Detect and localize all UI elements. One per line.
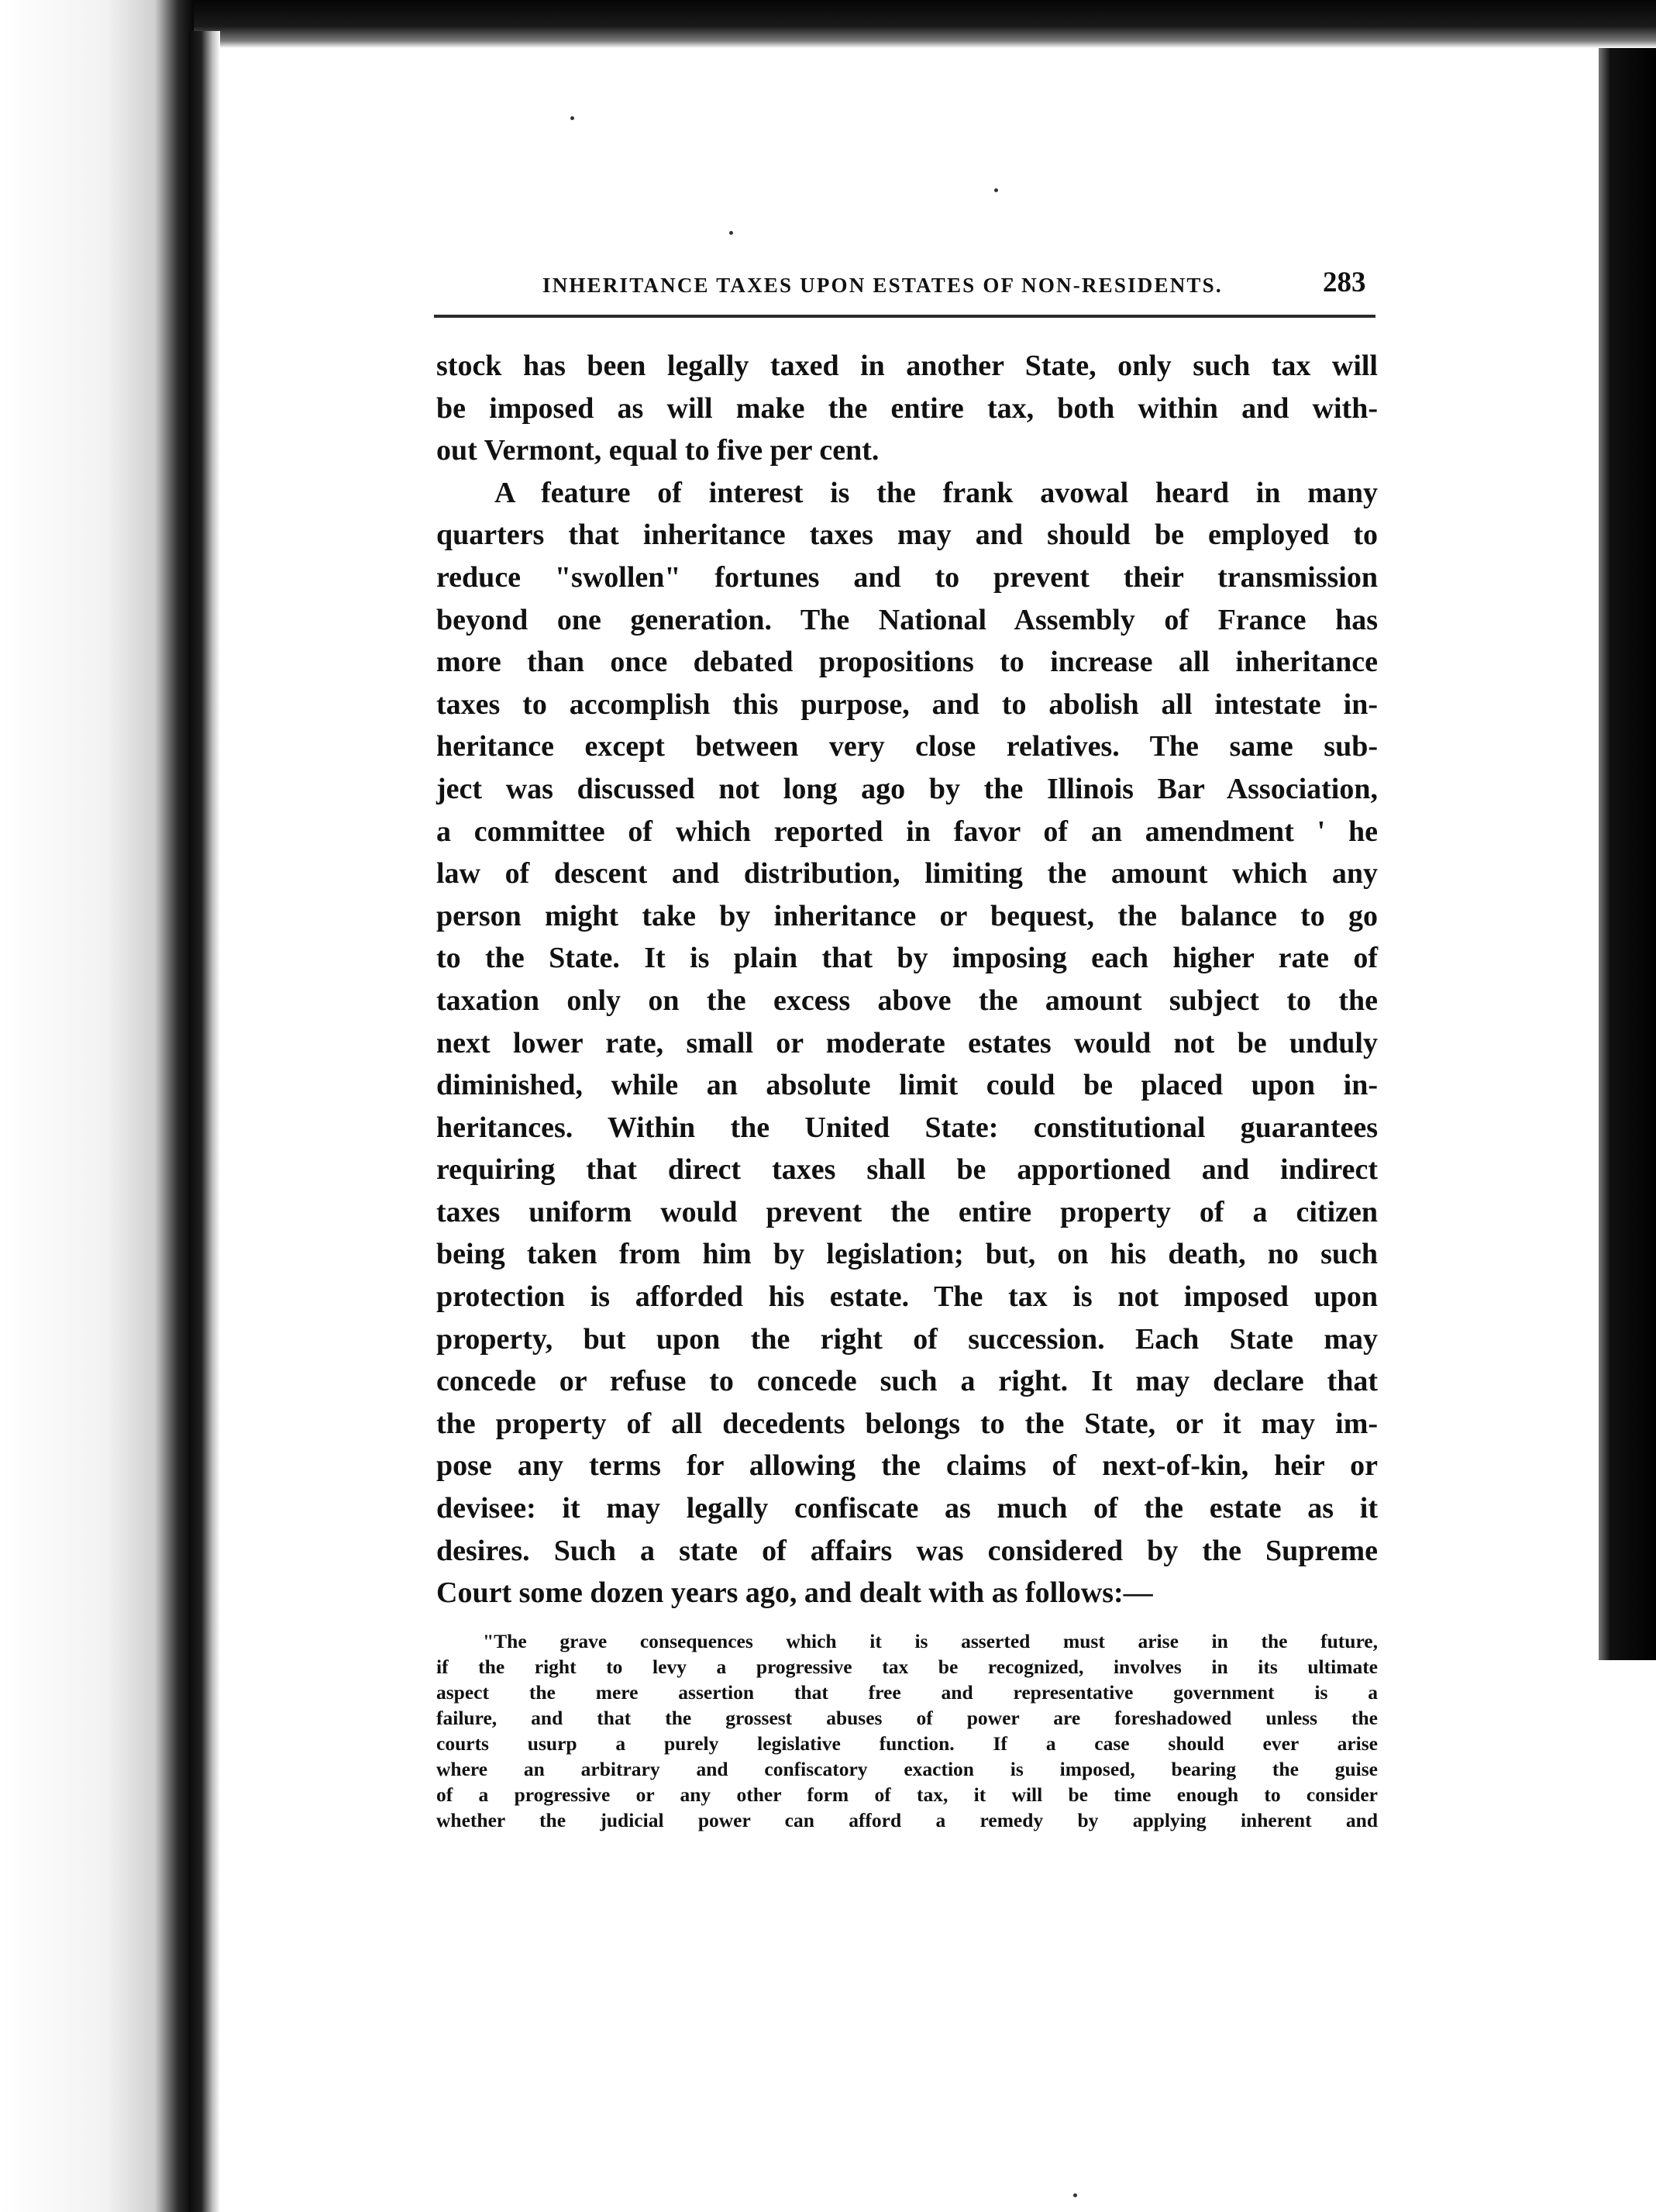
text-line: stock has been legally taxed in another State, only such tax will: [436, 350, 1378, 382]
text-line: concede or refuse to concede such a right. It may declare that: [436, 1365, 1378, 1398]
text-line: Court some dozen years ago, and dealt with as follows:—: [436, 1576, 1153, 1610]
text-line: property, but upon the right of succession. Each State may: [436, 1322, 1378, 1356]
text-line: devisee: it may legally confiscate as much of the estate as it: [436, 1492, 1378, 1525]
text-line: taxes to accomplish this purpose, and to abolish all intestate in-: [436, 687, 1378, 721]
text-line: requiring that direct taxes shall be apportioned and indirect: [436, 1153, 1378, 1187]
running-title: INHERITANCE TAXES UPON ESTATES OF NON-RESIDENTS.: [542, 274, 1223, 297]
running-head: [542, 266, 1395, 312]
text-line: be imposed as will make the entire tax, both within and with-: [436, 391, 1378, 425]
quote-line: "The grave consequences which it is asserted must arise in the future,: [483, 1630, 1378, 1652]
quote-line: failure, and that the grossest abuses of power are foreshadowed unless the: [436, 1707, 1378, 1729]
text-line: diminished, while an absolute limit could be placed upon in-: [436, 1069, 1378, 1102]
text-line: being taken from him by legislation; but, on his death, no such: [436, 1238, 1378, 1271]
scan-border-left: [0, 0, 194, 2212]
text-line: to the State. It is plain that by imposing each higher rate of: [436, 942, 1378, 975]
text-line: reduce "swollen" fortunes and to prevent their transmission: [436, 560, 1378, 594]
speck-mark: [1073, 2193, 1077, 2197]
text-line: pose any terms for allowing the claims of next-of-kin, heir or: [436, 1449, 1378, 1483]
quote-line: courts usurp a purely legislative function. If a case should ever arise: [436, 1732, 1378, 1755]
quote-line: if the right to levy a progressive tax be recognized, involves in its ultimate: [436, 1656, 1378, 1678]
text-line: the property of all decedents belongs to the State, or it may im-: [436, 1407, 1378, 1440]
header-rule: [434, 315, 1375, 318]
page-number: 283: [1323, 267, 1366, 298]
text-line: more than once debated propositions to increase all inheritance: [436, 646, 1378, 679]
text-line: person might take by inheritance or bequest, the balance to go: [436, 899, 1378, 932]
quote-line: whether the judicial power can afford a remedy by applying inherent and: [436, 1809, 1378, 1831]
text-line: a committee of which reported in favor of an amendment ' he: [436, 815, 1378, 848]
body-text: [436, 345, 1378, 1614]
text-line: A feature of interest is the frank avowal heard in many: [494, 476, 1378, 509]
block-quote: [436, 1628, 1378, 1833]
text-line: quarters that inheritance taxes may and should be employed to: [436, 519, 1378, 552]
speck-mark: [570, 116, 574, 120]
text-line: ject was discussed not long ago by the Illinois Bar Association,: [436, 772, 1378, 805]
text-line: next lower rate, small or moderate estates would not be unduly: [436, 1026, 1378, 1059]
book-spine-shadow: [189, 31, 220, 2212]
speck-mark: [729, 231, 733, 235]
speck-mark: [994, 188, 998, 192]
text-line: protection is afforded his estate. The tax is not imposed upon: [436, 1280, 1378, 1314]
text-line: heritances. Within the United State: constitutional guarantees: [436, 1111, 1378, 1144]
text-line: out Vermont, equal to five per cent.: [436, 434, 880, 467]
quote-line: where an arbitrary and confiscatory exaction is imposed, bearing the guise: [436, 1758, 1378, 1780]
text-line: taxation only on the excess above the amount subject to the: [436, 984, 1378, 1017]
text-line: heritance except between very close relatives. The same sub-: [436, 730, 1378, 763]
text-line: taxes uniform would prevent the entire property of a citizen: [436, 1195, 1378, 1228]
scan-border-top: [0, 0, 1656, 48]
quote-line: of a progressive or any other form of tax, it will be time enough to consider: [436, 1783, 1378, 1806]
text-line: desires. Such a state of affairs was considered by the Supreme: [436, 1534, 1378, 1567]
text-line: law of descent and distribution, limiting the amount which any: [436, 857, 1378, 891]
text-line: beyond one generation. The National Assembly of France has: [436, 603, 1378, 636]
scan-border-right: [1599, 48, 1656, 1660]
quote-line: aspect the mere assertion that free and representative government is a: [436, 1681, 1378, 1704]
